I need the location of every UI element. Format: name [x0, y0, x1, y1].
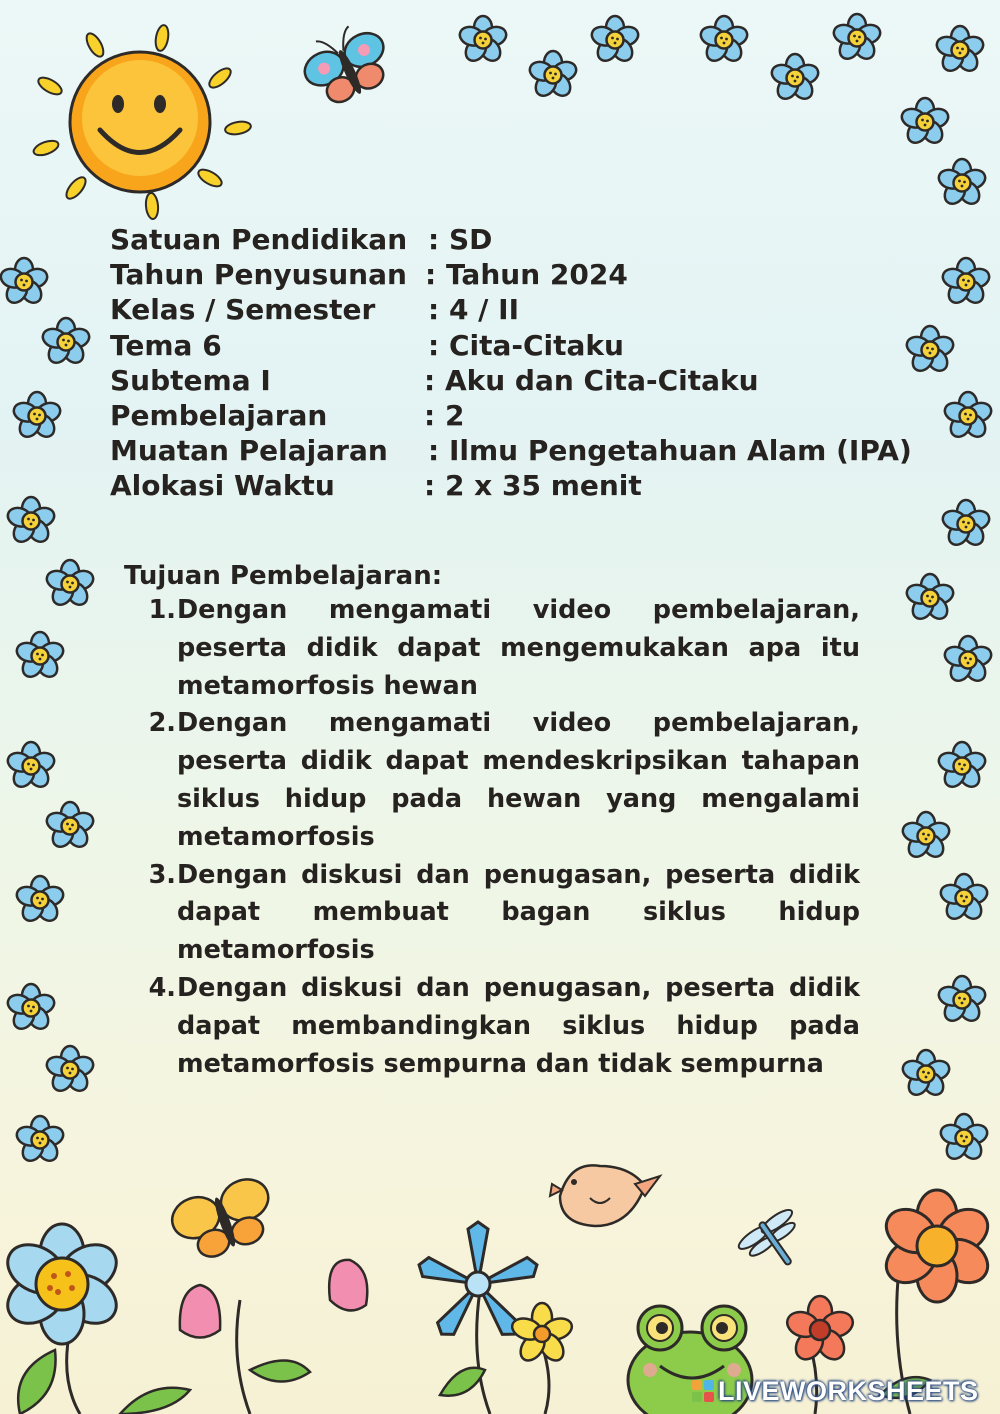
goal-number: 3. — [148, 859, 176, 890]
flower-icon — [509, 1303, 574, 1365]
info-row — [110, 222, 940, 257]
info-value: : Tahun 2024 — [425, 258, 628, 292]
info-label: Muatan Pelajaran — [110, 434, 388, 468]
info-label: Tema 6 — [110, 328, 222, 362]
sun-icon — [32, 24, 252, 219]
goal-number: 4. — [148, 972, 176, 1003]
butterfly-icon — [294, 16, 398, 111]
info-value: : 2 x 35 menit — [424, 469, 642, 503]
goal-item — [140, 857, 860, 970]
goal-item — [140, 970, 860, 1083]
flower-icon — [879, 1190, 996, 1302]
info-value: : Aku dan Cita-Citaku — [424, 363, 759, 397]
info-value: : 4 / II — [428, 293, 519, 327]
flower-icon — [180, 1260, 367, 1338]
info-value: : Cita-Citaku — [428, 328, 624, 362]
goal-number: 2. — [148, 708, 176, 739]
info-label: Tahun Penyusunan — [110, 258, 407, 292]
info-value: : SD — [428, 223, 493, 256]
info-label: Subtema I — [110, 363, 271, 397]
info-row — [110, 328, 940, 363]
bird-icon — [550, 1165, 660, 1226]
goal-text: Dengan diskusi dan penugasan, peserta didik dapat membuat bagan siklus hidup metamorfosis — [177, 859, 860, 966]
info-row — [110, 257, 940, 292]
goal-text: Dengan mengamati video pembelajaran, peserta didik dapat mendeskripsikan tahapan siklus hidup pada hewan yang mengalami metamorfosis — [177, 708, 860, 852]
info-label: Kelas / Semester — [110, 293, 376, 327]
info-label: Alokasi Waktu — [110, 469, 335, 503]
goal-text: Dengan mengamati video pembelajaran, peserta didik dapat mengemukakan apa itu metamorfosis hewan — [177, 595, 860, 701]
goal-item — [140, 592, 860, 705]
goal-item — [140, 705, 860, 856]
info-row — [110, 398, 940, 433]
goal-text: Dengan diskusi dan penugasan, peserta didik dapat membandingkan siklus hidup pada metamorfosis sempurna dan tidak sempurna — [177, 972, 860, 1079]
watermark-text: LIVEWORKSHEETS — [718, 1375, 979, 1406]
goals-title: Tujuan Pembelajaran: — [124, 561, 443, 591]
info-label: Satuan Pendidikan — [110, 223, 408, 256]
dragonfly-icon — [735, 1205, 816, 1283]
flower-icon — [784, 1296, 856, 1365]
butterfly-icon — [166, 1173, 282, 1266]
info-value: : 2 — [424, 398, 465, 432]
info-row — [110, 433, 940, 468]
info-row — [110, 468, 940, 503]
goals-list — [140, 592, 860, 1083]
info-row — [110, 363, 940, 398]
liveworksheets-logo-icon — [692, 1380, 714, 1402]
flower-icon — [0, 1224, 125, 1344]
info-value: : Ilmu Pengetahuan Alam (IPA) — [428, 434, 912, 468]
liveworksheets-watermark — [692, 1374, 992, 1408]
info-label: Pembelajaran — [110, 398, 328, 432]
info-row — [110, 292, 940, 327]
goal-number: 1. — [148, 595, 176, 625]
lesson-info — [110, 222, 940, 504]
